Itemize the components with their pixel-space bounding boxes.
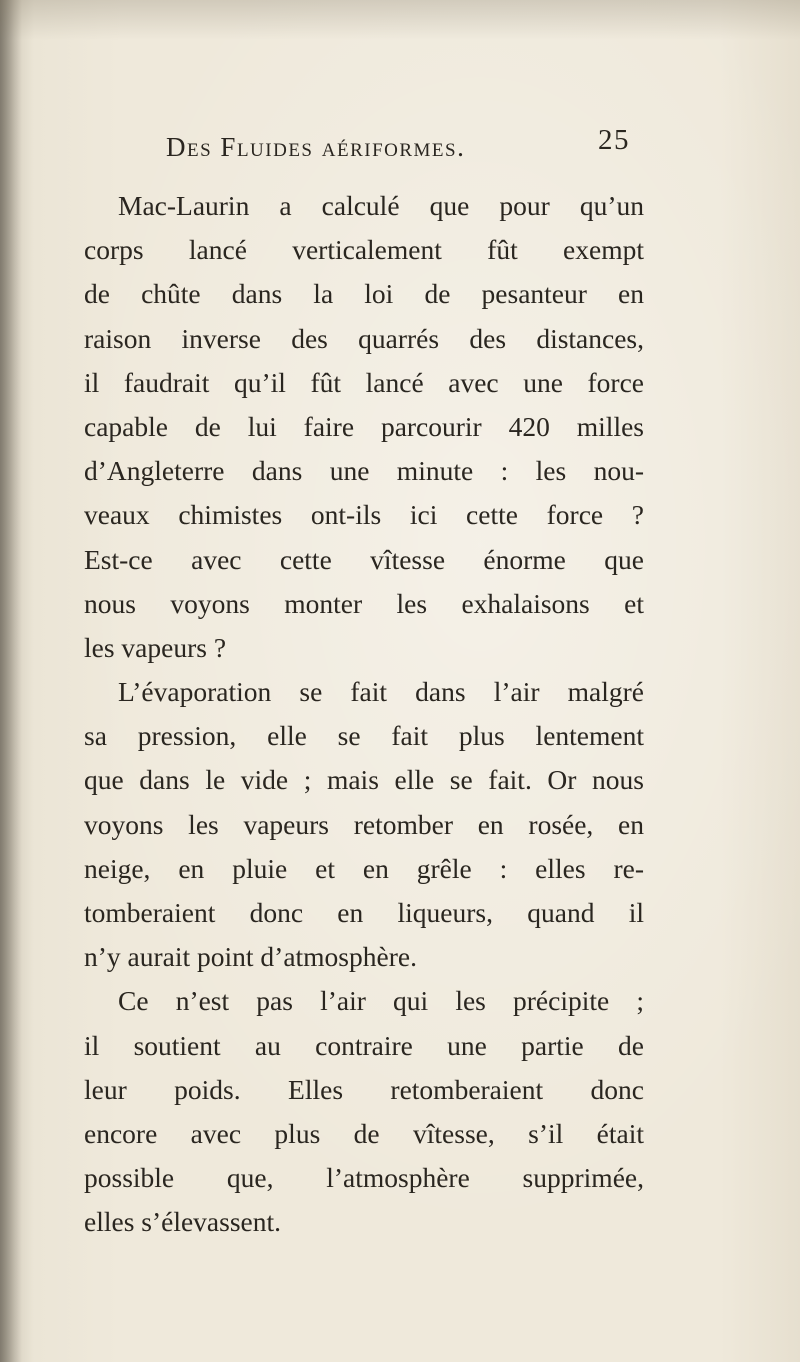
text-line: veaux chimistes ont-ils ici cette force ? xyxy=(84,499,644,531)
text-line: voyons les vapeurs retomber en rosée, en xyxy=(84,808,644,840)
text-line: elles s’élevassent. xyxy=(84,1206,282,1238)
text-line: raison inverse des quarrés des distances, xyxy=(84,322,644,354)
text-line: leur poids. Elles retomberaient donc xyxy=(84,1073,644,1105)
page-number: 25 xyxy=(598,124,630,156)
text-line: n’y aurait point d’atmosphère. xyxy=(84,941,417,973)
text-line: sa pression, elle se fait plus lentement xyxy=(84,720,644,752)
spine-shadow xyxy=(0,0,22,1362)
text-line: possible que, l’atmosphère supprimée, xyxy=(84,1162,644,1194)
text-line: Est-ce avec cette vîtesse énorme que xyxy=(84,543,644,575)
text-line: corps lancé verticalement fût exempt xyxy=(84,234,644,266)
text-line: les vapeurs ? xyxy=(84,631,227,663)
text-line: Mac-Laurin a calculé que pour qu’un xyxy=(118,190,644,221)
running-head xyxy=(166,124,636,170)
running-title: Des Fluides aériformes. xyxy=(166,132,466,162)
text-line: nous voyons monter les exhalaisons et xyxy=(84,587,644,619)
text-line: il faudrait qu’il fût lancé avec une force xyxy=(84,366,644,398)
text-line: d’Angleterre dans une minute : les nou- xyxy=(84,455,644,487)
text-line: il soutient au contraire une partie de xyxy=(84,1029,644,1061)
text-line: capable de lui faire parcourir 420 milles xyxy=(84,410,644,442)
body-text xyxy=(84,184,644,1245)
text-line: que dans le vide ; mais elle se fait. Or nous xyxy=(84,764,644,796)
text-line: tomberaient donc en liqueurs, quand il xyxy=(84,897,644,928)
text-line: de chûte dans la loi de pesanteur en xyxy=(84,278,644,310)
page-top-edge xyxy=(0,0,800,40)
text-line: Ce n’est pas l’air qui les précipite ; xyxy=(118,985,644,1017)
text-line: encore avec plus de vîtesse, s’il était xyxy=(84,1117,644,1149)
text-line: neige, en pluie et en grêle : elles re- xyxy=(84,852,644,884)
text-line: L’évaporation se fait dans l’air malgré xyxy=(118,676,644,708)
